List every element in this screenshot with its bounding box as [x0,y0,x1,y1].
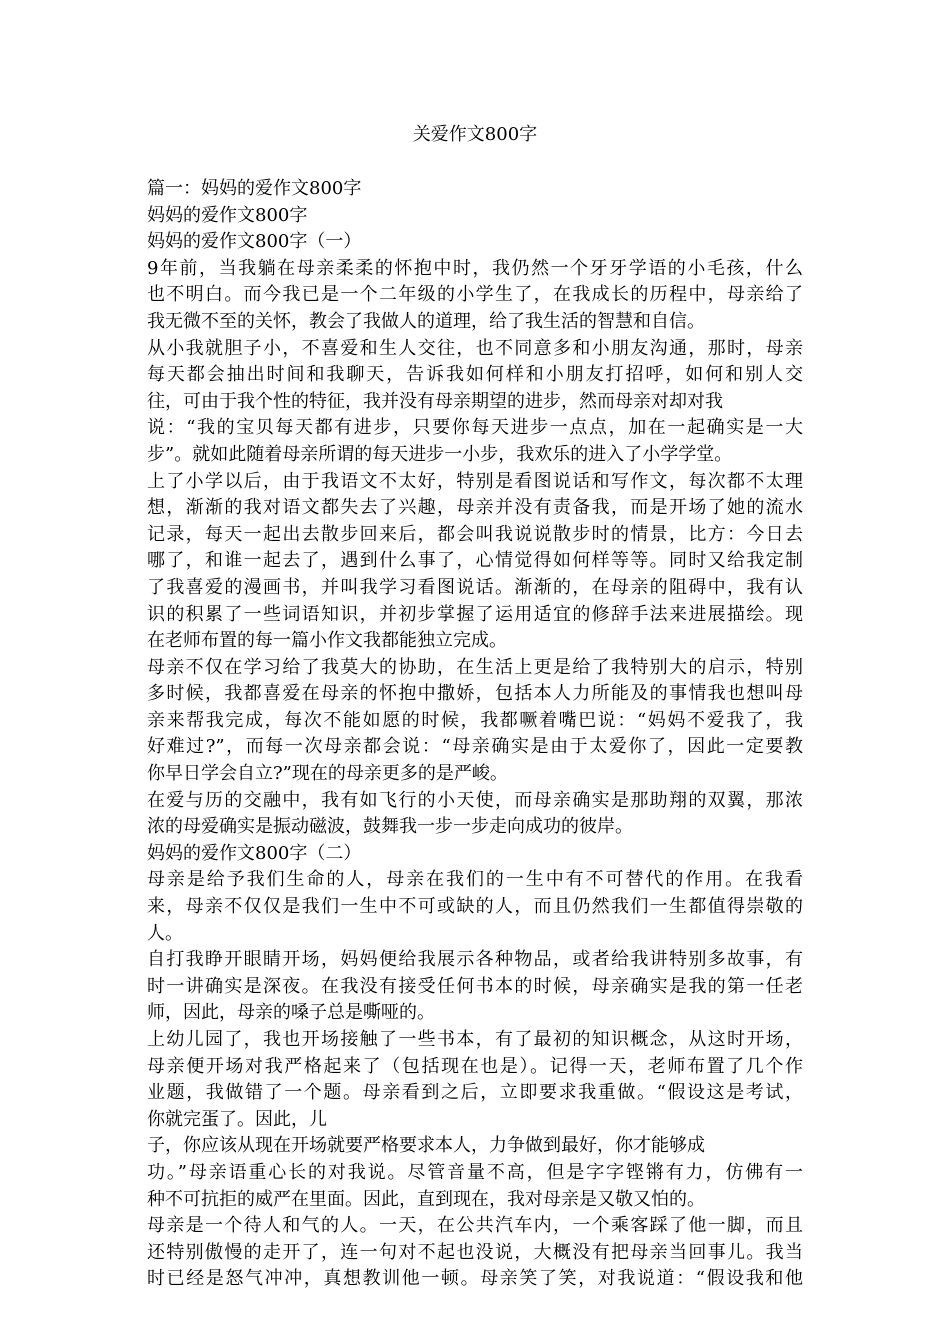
text-line: 篇一：妈妈的爱作文800字 [147,178,362,199]
text-line: 亲来帮我完成，每次不能如愿的时候，我都噘着嘴巴说：“妈妈不爱我了，我 [147,709,803,731]
text-line: 母亲是一个待人和气的人。一天，在公共汽车内，一个乘客踩了他一脚，而且 [147,1215,803,1237]
text-line: 功。”母亲语重心长的对我说。尽管音量不高，但是字字铿锵有力，仿佛有一 [147,1161,803,1183]
text-line: 哪了，和谁一起去了，遇到什么事了，心情觉得如何样等等。同时又给我定制 [147,550,803,572]
text-line: 还特别傲慢的走开了，连一句对不起也没说，大概没有把母亲当回事儿。我当 [147,1241,803,1263]
text-line: 记录，每天一起出去散步回来后，都会叫我说说散步时的情景，比方：今日去 [147,523,803,545]
text-line: 从小我就胆子小，不喜爱和生人交往，也不同意多和小朋友沟通，那时，母亲 [147,337,803,359]
text-line: 在爱与历的交融中，我有如飞行的小天使，而母亲确实是那助翔的双翼，那浓 [147,789,803,811]
text-line: 你早日学会自立?”现在的母亲更多的是严峻。 [147,763,508,785]
text-line: 时一讲确实是深夜。在我没有接受任何书本的时候，母亲确实是我的第一任老 [147,975,803,997]
text-line: 识的积累了一些词语知识，并初步掌握了运用适宜的修辞手法来进展描绘。现 [147,603,803,625]
text-line: 多时候，我都喜爱在母亲的怀抱中撒娇，包括本人力所能及的事情我也想叫母 [147,683,803,705]
text-line: 母亲不仅在学习给了我莫大的协助，在生活上更是给了我特别大的启示，特别 [147,656,803,678]
text-line: 想，渐渐的我对语文都失去了兴趣，母亲并没有责备我，而是开场了她的流水 [147,497,803,519]
text-line: 母亲是给予我们生命的人，母亲在我们的一生中有不可替代的作用。在我看 [147,869,803,891]
text-line: 我无微不至的关怀，教会了我做人的道理，给了我生活的智慧和自信。 [147,310,705,332]
document-page [147,122,803,1293]
text-line: 说：“我的宝贝每天都有进步，只要你每天进步一点点，加在一起确实是一大 [147,417,803,439]
text-line: 来，母亲不仅仅是我们一生中不可或缺的人，而且仍然我们一生都值得崇敬的 [147,896,803,918]
text-line: 你就完蛋了。因此，儿 [147,1108,327,1130]
text-line: 师，因此，母亲的嗓子总是嘶哑的。 [147,1002,435,1024]
text-line: 在老师布置的每一篇小作文我都能独立完成。 [147,630,507,652]
text-line: 每天都会抽出时间和我聊天，告诉我如何样和小朋友打招呼，如何和别人交 [147,364,803,386]
text-line: 妈妈的爱作文800字（二） [147,842,362,864]
text-line: 种不可抗拒的威严在里面。因此，直到现在，我对母亲是又敬又怕的。 [147,1188,705,1210]
text-line: 上幼儿园了，我也开场接触了一些书本，有了最初的知识概念，从这时开场， [147,1029,803,1050]
text-line: 9年前，当我躺在母亲柔柔的怀抱中时，我仍然一个牙牙学语的小毛孩，什么 [147,257,803,279]
text-line: 妈妈的爱作文800字（一） [147,231,362,253]
text-line: 往，可由于我个性的特征，我并没有母亲期望的进步，然而母亲对却对我 [147,390,723,412]
text-line: 了我喜爱的漫画书，并叫我学习看图说话。渐渐的，在母亲的阻碍中，我有认 [147,576,803,598]
text-line: 上了小学以后，由于我语文不太好，特别是看图说话和写作文，每次都不太理 [147,470,803,492]
document-body [147,176,803,1293]
text-line: 人。 [147,922,183,944]
text-line: 业题，我做错了一个题。母亲看到之后，立即要求我重做。“假设这是考试， [147,1082,803,1104]
text-line: 妈妈的爱作文800字 [147,204,308,226]
text-line: 时已经是怒气冲冲，真想教训他一顿。母亲笑了笑，对我说道：“假设我和他 [147,1268,803,1290]
text-line: 也不明白。而今我已是一个二年级的小学生了，在我成长的历程中，母亲给了 [147,284,803,306]
text-line: 母亲便开场对我严格起来了（包括现在也是）。记得一天，老师布置了几个作 [147,1055,803,1077]
text-line: 浓的母爱确实是振动磁波，鼓舞我一步一步走向成功的彼岸。 [147,816,633,838]
text-line: 步”。就如此随着母亲所谓的每天进步一小步，我欢乐的进入了小学学堂。 [147,443,733,465]
text-line: 自打我睁开眼睛开场，妈妈便给我展示各种物品，或者给我讲特别多故事，有 [147,949,803,971]
text-line: 子，你应该从现在开场就要严格要求本人，力争做到最好，你才能够成 [147,1135,705,1157]
document-title: 关爱作文800字 [412,124,538,145]
text-line: 好难过?”，而每一次母亲都会说：“母亲确实是由于太爱你了，因此一定要教 [147,736,803,758]
